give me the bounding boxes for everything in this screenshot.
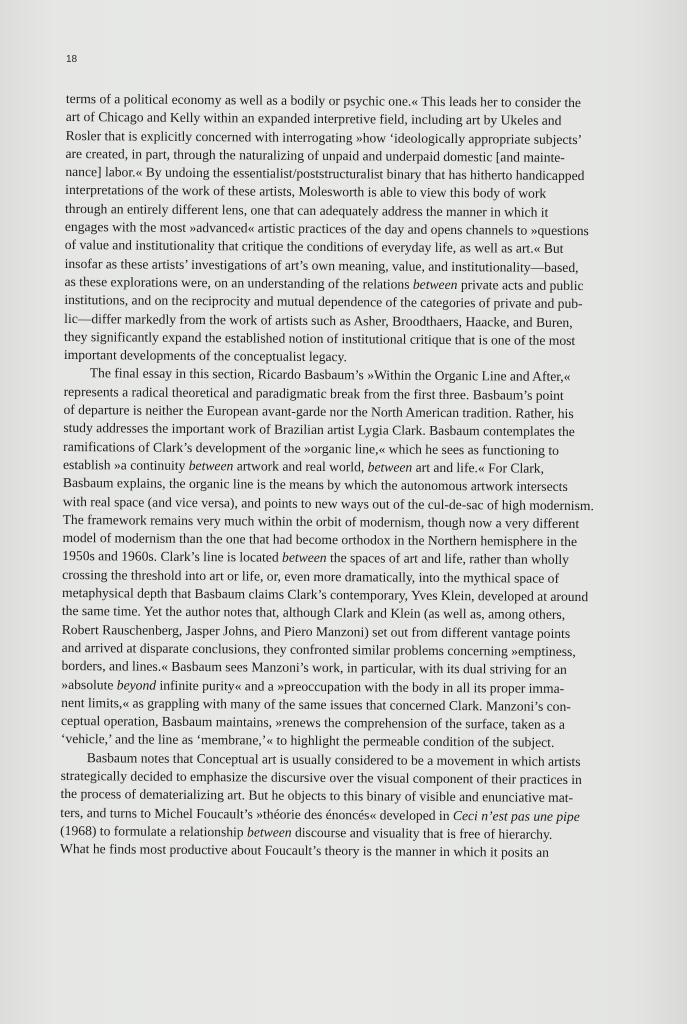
text-line: study addresses the important work of Brazilian artist Lygia Clark. Basbaum contemplates the	[63, 420, 575, 440]
text-line: crossing the threshold into art or life, or, even more dramatically, into the mythical space of	[62, 566, 560, 586]
text-line: What he finds most productive about Foucault’s theory is the manner in which it posits an	[59, 841, 550, 860]
text-line: (1968) to formulate a relationship between discourse and visuality that is free of hierarchy.	[60, 822, 553, 842]
text-line: with real space (and vice versa), and points to new ways out of the cul-de-sac of high modernism.	[62, 493, 594, 513]
italic-phrase: between	[188, 457, 234, 474]
text-line: Basbaum explains, the organic line is the means by which the autonomous artwork intersects	[62, 475, 568, 495]
text-line: important developments of the conceptualist legacy.	[63, 347, 347, 365]
text-line: and arrived at disparate conclusions, they confronted similar problems concerning »emptiness,	[61, 639, 576, 659]
text-line: insofar as these artists’ investigations of art’s own meaning, value, and institutionality—based,	[64, 255, 579, 275]
text-line: »absolute beyond infinite purity« and a »preoccupation with the body in all its proper imma-	[61, 676, 565, 696]
body-text	[60, 90, 628, 863]
text-line: Robert Rauschenberg, Jasper Johns, and Piero Manzoni) set out from different vantage points	[61, 621, 571, 641]
text-line: are created, in part, through the naturalizing of unpaid and underpaid domestic [and mainte-	[65, 145, 565, 165]
text-line: interpretations of the work of these artists, Molesworth is able to view this body of work	[65, 182, 547, 202]
page-number: 18	[66, 54, 78, 65]
text-line: institutions, and on the reciprocity and mutual dependence of the categories of private and pub-	[64, 292, 583, 312]
text-line: engages with the most »advanced« artistic practices of the day and opens channels to »questions	[64, 219, 589, 239]
text-line: model of modernism than the one that had become orthodox in the Northern hemisphere in the	[62, 530, 578, 550]
text-line: lic—differ markedly from the work of artists such as Asher, Broodthaers, Haacke, and Buren,	[64, 310, 573, 330]
text-line: establish »a continuity between artwork and real world, between art and life.« For Clark,	[63, 456, 545, 476]
text-line: represents a radical theoretical and paradigmatic break from the first three. Basbaum’s point	[63, 383, 564, 403]
text-line: ceptual operation, Basbaum maintains, »renews the comprehension of the surface, taken as a	[60, 713, 566, 733]
paragraph	[64, 90, 628, 369]
text-line: Basbaum notes that Conceptual art is usually considered to be a movement in which artists	[86, 749, 581, 769]
text-line: borders, and lines.« Basbaum sees Manzoni’s work, in particular, with its dual striving for an	[61, 658, 567, 678]
text-line: strategically decided to emphasize the discursive over the visual component of their practices in	[60, 767, 582, 788]
italic-phrase: between	[367, 459, 413, 475]
text-line: through an entirely different lens, one that can adequately address the manner in which it	[65, 200, 549, 220]
text-line: The framework remains very much within the orbit of modernism, though now a very different	[62, 511, 580, 531]
text-line: The final essay in this section, Ricardo Basbaum’s »Within the Organic Line and After,«	[89, 365, 571, 385]
text-line: of departure is neither the European avant-garde nor the North American tradition. Rather, his	[63, 402, 574, 422]
text-line: Rosler that is explicitly concerned with interrogating »how ‘ideologically appropriate subjects’	[65, 127, 583, 147]
italic-phrase: beyond	[116, 676, 157, 693]
text-line: ramifications of Clark’s development of the »organic line,« which he sees as functioning to	[63, 438, 560, 458]
text-line: ‘vehicle,’ and the line as ‘membrane,’« to highlight the permeable condition of the subject.	[60, 731, 555, 751]
paragraph	[61, 364, 626, 753]
text-line: of value and institutionality that critique the conditions of everyday life, as well as art.« But	[64, 237, 564, 257]
text-line: ters, and turns to Michel Foucault’s »théorie des énoncés« developed in Ceci n’est pas une pipe	[60, 804, 580, 824]
italic-phrase: between	[246, 824, 292, 840]
italic-phrase: between	[282, 550, 327, 566]
text-line: nance] labor.« By undoing the essentialist/poststructuralist binary that has hitherto handicapped	[65, 164, 585, 184]
text-line: terms of a political economy as well as a bodily or psychic one.« This leads her to consider the	[65, 90, 582, 111]
text-line: 1950s and 1960s. Clark’s line is located between the spaces of art and life, rather than wholly	[62, 548, 570, 568]
text-line: metaphysical depth that Basbaum claims Clark’s contemporary, Yves Klein, developed at around	[61, 585, 589, 605]
text-line: they significantly expand the established notion of institutional critique that is one of the most	[64, 328, 576, 348]
text-line: the same time. Yet the author notes that, although Clark and Klein (as well as, among others,	[61, 603, 566, 623]
text-line: nent limits,« as grappling with many of the same issues that concerned Clark. Manzoni’s con-	[61, 694, 571, 714]
italic-phrase: between	[412, 276, 458, 293]
text-line: the process of dematerializing art. But he objects to this binary of visible and enunciative mat-	[60, 786, 574, 806]
italic-phrase: Ceci n’est pas une pipe	[452, 807, 580, 824]
text-line: as these explorations were, on an understanding of the relations between private acts and public	[64, 273, 584, 294]
text-line: art of Chicago and Kelly within an expanded interpretive field, including art by Ukeles and	[65, 109, 562, 129]
paragraph	[60, 749, 623, 863]
